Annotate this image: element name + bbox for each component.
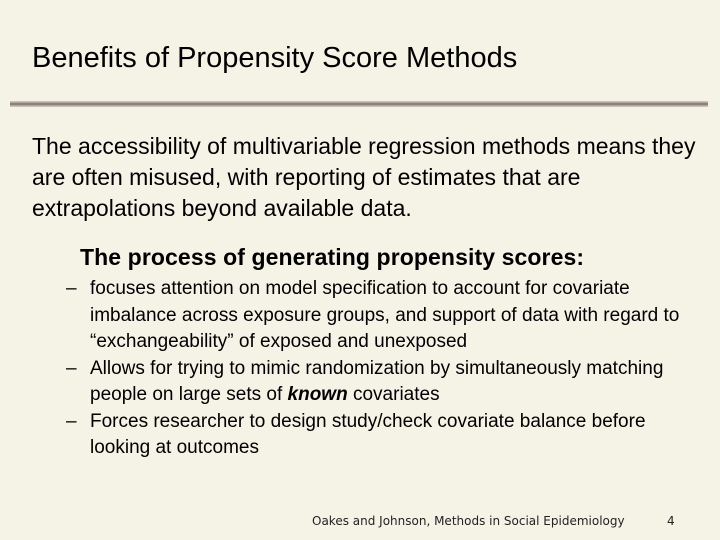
page-number: 4 — [667, 514, 675, 528]
bullet-item — [66, 356, 696, 409]
bullet-emphasis: known — [287, 384, 348, 405]
bullet-dash: – — [66, 278, 77, 299]
bullet-dash: – — [66, 357, 77, 379]
bullet-item — [66, 276, 696, 356]
bullet-list — [66, 276, 696, 462]
bullet-text: Forces researcher to design study/check covariate balance before looking at outcomes — [90, 410, 646, 458]
title-divider — [10, 100, 708, 108]
slide-title: Benefits of Propensity Score Methods — [32, 42, 518, 74]
intro-paragraph: The accessibility of multivariable regression methods means they are often misused, with reporting of estimates that are extrapolations beyond available data. — [32, 133, 696, 221]
bullet-text-after: covariates — [347, 384, 440, 405]
bullet-text: focuses attention on model specification to account for covariate imbalance across exposure groups, and support of data with regard to “exchangeability” of exposed and unexposed — [90, 278, 680, 352]
bullet-dash: – — [66, 410, 77, 432]
citation-footer: Oakes and Johnson, Methods in Social Epidemiology — [312, 514, 625, 528]
subheading: The process of generating propensity scores: — [80, 244, 585, 270]
bullet-text-before: Allows for trying to mimic randomization by simultaneously matching people on large sets of — [90, 357, 664, 405]
bullet-item — [66, 409, 696, 462]
